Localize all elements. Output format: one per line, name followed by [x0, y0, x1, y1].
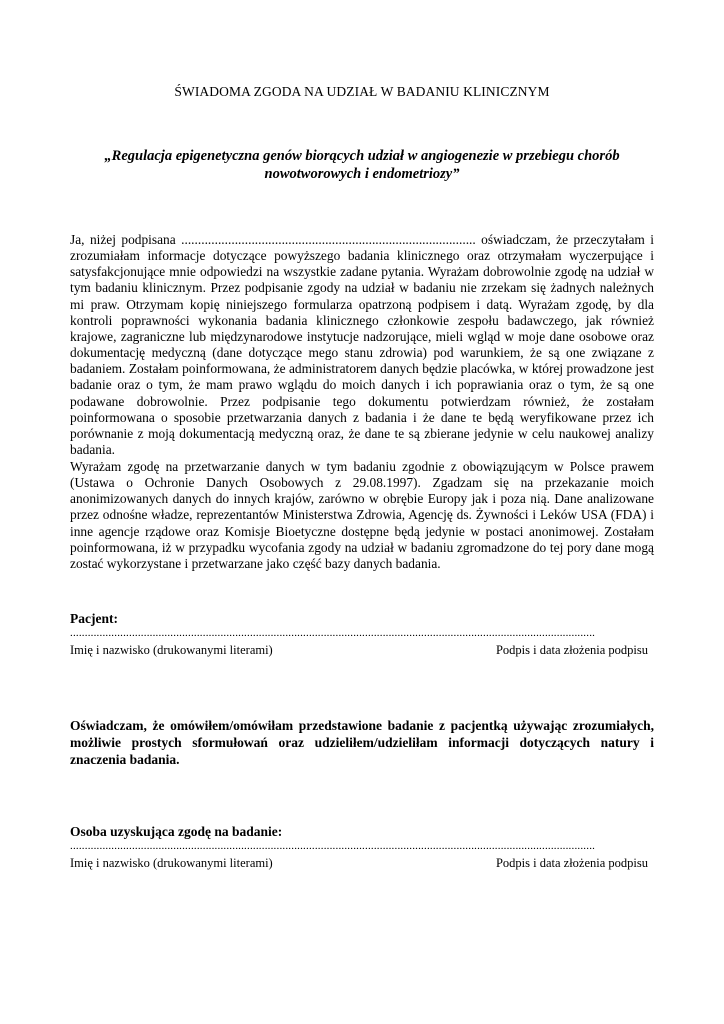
study-title: „Regulacja epigenetyczna genów biorących udział w angiogenezie w przebiegu chorób nowotworowych i endometriozy” [104, 148, 620, 182]
patient-label: Pacjent: [70, 611, 118, 626]
obtainer-signature-caption: Podpis i data złożenia podpisu [495, 856, 648, 870]
investigator-statement: Oświadczam, że omówiłem/omówiłam przedstawione badanie z pacjentką używając zrozumiałych, możliwie prostych sformułowań oraz udzieliłem/udzieliłam informacji dotyczących natury i znaczenia badania. [70, 718, 654, 767]
document-title: ŚWIADOMA ZGODA NA UDZIAŁ W BADANIU KLINICZNYM [174, 84, 550, 99]
patient-signature-caption: Podpis i data złożenia podpisu [495, 643, 648, 657]
consent-paragraph-1: Ja, niżej podpisana ........................................................................................ oświadczam, że przeczytałam i zrozumiałam informacje dotyczące powyższego badania klinicznego oraz otrzymałam wyczerpujące i satysfakcjonujące mnie odpowiedzi na wszystkie zadane pytania. Wyrażam dobrowolnie zgodę na udział w tym badaniu klinicznym. Przez podpisanie zgody na udział w badaniu nie zrzekam się żadnych należnych mi praw. Otrzymam kopię niniejszego formularza opatrzoną podpisem i datą. Wyrażam zgodę, by dla kontroli poprawności wykonania badania klinicznego członkowie zespołu badawczego, jak również krajowe, zagraniczne lub międzynarodowe instytucje nadzorujące, mieli wgląd w moje dane osobowe oraz dokumentację medyczną (dane dotyczące mego stanu zdrowia) pod warunkiem, że są one związane z badaniem. Zostałam poinformowana, że administratorem danych będzie placówka, w której prowadzone jest badanie oraz o tym, że mam prawo wglądu do moich danych i ich poprawiania oraz o tym, że są one podawane dobrowolnie. Przez podpisanie tego dokumentu potwierdzam również, że zostałam poinformowana o sposobie przetwarzania danych z badania i że dane te będą weryfikowane przez ich porównanie z moją dokumentacją medyczną oraz, że dane te są zbierane jedynie w celu naukowej analizy badania. [70, 232, 654, 458]
obtainer-signature-line[interactable]: .................................................................................................................................................................................. [70, 840, 596, 852]
patient-signature-line[interactable]: .................................................................................................................................................................................. [70, 627, 596, 639]
obtainer-label: Osoba uzyskująca zgodę na badanie: [70, 824, 283, 839]
consent-paragraph-2: Wyrażam zgodę na przetwarzanie danych w tym badaniu zgodnie z obowiązującym w Polsce prawem (Ustawa o Ochronie Danych Osobowych z 29.08.1997). Zgadzam się na przekazanie moich anonimizowanych danych do innych krajów, zarówno w obrębie Europy jak i poza nią. Dane analizowane przez odnośne władze, reprezentantów Ministerstwa Zdrowia, Agencję ds. Żywności i Leków USA (FDA) i inne agencje rządowe oraz Komisje Bioetyczne dostępne będą jedynie w postaci anonimowej. Zostałam poinformowana, iż w przypadku wycofania zgody na udział w badaniu zgromadzone do tej pory dane mogą zostać wykorzystane i przetwarzane jako część bazy danych badania. [70, 459, 654, 571]
obtainer-name-caption: Imię i nazwisko (drukowanymi literami) [70, 856, 273, 870]
patient-name-caption: Imię i nazwisko (drukowanymi literami) [70, 643, 273, 657]
